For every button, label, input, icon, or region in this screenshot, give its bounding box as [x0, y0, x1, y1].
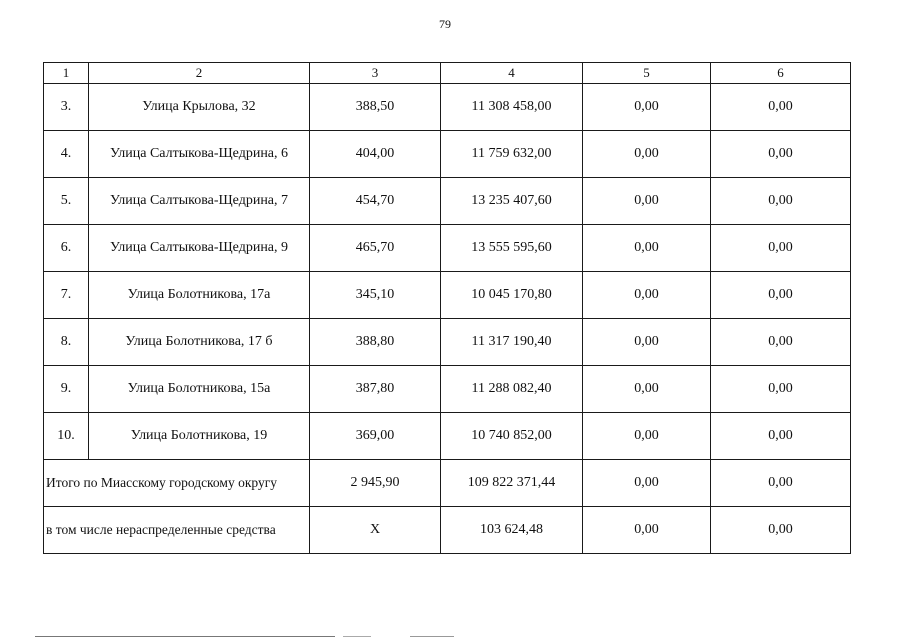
amount-cell: 10 045 170,80 [441, 272, 583, 319]
column-header: 4 [441, 63, 583, 84]
amount-cell: 11 308 458,00 [441, 84, 583, 131]
address-cell: Улица Крылова, 32 [89, 84, 310, 131]
row-number-cell: 8. [44, 319, 89, 366]
value-cell: 0,00 [583, 413, 711, 460]
row-number-cell: 5. [44, 178, 89, 225]
value-cell: 0,00 [711, 507, 851, 554]
value-cell: 0,00 [583, 178, 711, 225]
area-cell: 369,00 [310, 413, 441, 460]
table-row [44, 319, 851, 366]
row-number-cell: 4. [44, 131, 89, 178]
header-row [44, 63, 851, 84]
row-number-cell: 3. [44, 84, 89, 131]
area-cell: 387,80 [310, 366, 441, 413]
row-number-cell: 7. [44, 272, 89, 319]
value-cell: 0,00 [711, 460, 851, 507]
column-header: 1 [44, 63, 89, 84]
column-header: 3 [310, 63, 441, 84]
total-amount-cell: 109 822 371,44 [441, 460, 583, 507]
amount-cell: 13 235 407,60 [441, 178, 583, 225]
data-table [43, 62, 851, 554]
row-number-cell: 6. [44, 225, 89, 272]
value-cell: 0,00 [711, 272, 851, 319]
table-row [44, 131, 851, 178]
address-cell: Улица Болотникова, 17 б [89, 319, 310, 366]
value-cell: 0,00 [711, 131, 851, 178]
unallocated-amount-cell: 103 624,48 [441, 507, 583, 554]
value-cell: 0,00 [583, 507, 711, 554]
row-number-cell: 10. [44, 413, 89, 460]
value-cell: 0,00 [583, 366, 711, 413]
value-cell: 0,00 [711, 225, 851, 272]
value-cell: 0,00 [711, 366, 851, 413]
value-cell: 0,00 [583, 272, 711, 319]
unallocated-row [44, 507, 851, 554]
unallocated-area-cell: X [310, 507, 441, 554]
column-header: 2 [89, 63, 310, 84]
value-cell: 0,00 [583, 319, 711, 366]
table-row [44, 84, 851, 131]
amount-cell: 11 759 632,00 [441, 131, 583, 178]
area-cell: 465,70 [310, 225, 441, 272]
table-row [44, 225, 851, 272]
total-label: Итого по Миасскому городскому округу [44, 460, 310, 507]
table-row [44, 366, 851, 413]
address-cell: Улица Салтыкова-Щедрина, 7 [89, 178, 310, 225]
area-cell: 454,70 [310, 178, 441, 225]
table-row [44, 178, 851, 225]
row-number-cell: 9. [44, 366, 89, 413]
total-area-cell: 2 945,90 [310, 460, 441, 507]
amount-cell: 11 288 082,40 [441, 366, 583, 413]
amount-cell: 13 555 595,60 [441, 225, 583, 272]
footer-rule [35, 636, 335, 637]
area-cell: 404,00 [310, 131, 441, 178]
address-cell: Улица Салтыкова-Щедрина, 6 [89, 131, 310, 178]
unallocated-label: в том числе нераспределенные средства [44, 507, 310, 554]
address-cell: Улица Болотникова, 15а [89, 366, 310, 413]
table-row [44, 413, 851, 460]
value-cell: 0,00 [583, 460, 711, 507]
column-header: 5 [583, 63, 711, 84]
amount-cell: 11 317 190,40 [441, 319, 583, 366]
value-cell: 0,00 [711, 84, 851, 131]
total-row [44, 460, 851, 507]
value-cell: 0,00 [583, 131, 711, 178]
address-cell: Улица Болотникова, 19 [89, 413, 310, 460]
column-header: 6 [711, 63, 851, 84]
value-cell: 0,00 [711, 319, 851, 366]
value-cell: 0,00 [583, 225, 711, 272]
amount-cell: 10 740 852,00 [441, 413, 583, 460]
address-cell: Улица Салтыкова-Щедрина, 9 [89, 225, 310, 272]
area-cell: 345,10 [310, 272, 441, 319]
page-number: 79 [439, 17, 451, 31]
value-cell: 0,00 [711, 413, 851, 460]
value-cell: 0,00 [711, 178, 851, 225]
table-row [44, 272, 851, 319]
footer-rule [343, 636, 371, 637]
footer-rule [410, 636, 454, 637]
value-cell: 0,00 [583, 84, 711, 131]
area-cell: 388,80 [310, 319, 441, 366]
area-cell: 388,50 [310, 84, 441, 131]
address-cell: Улица Болотникова, 17а [89, 272, 310, 319]
